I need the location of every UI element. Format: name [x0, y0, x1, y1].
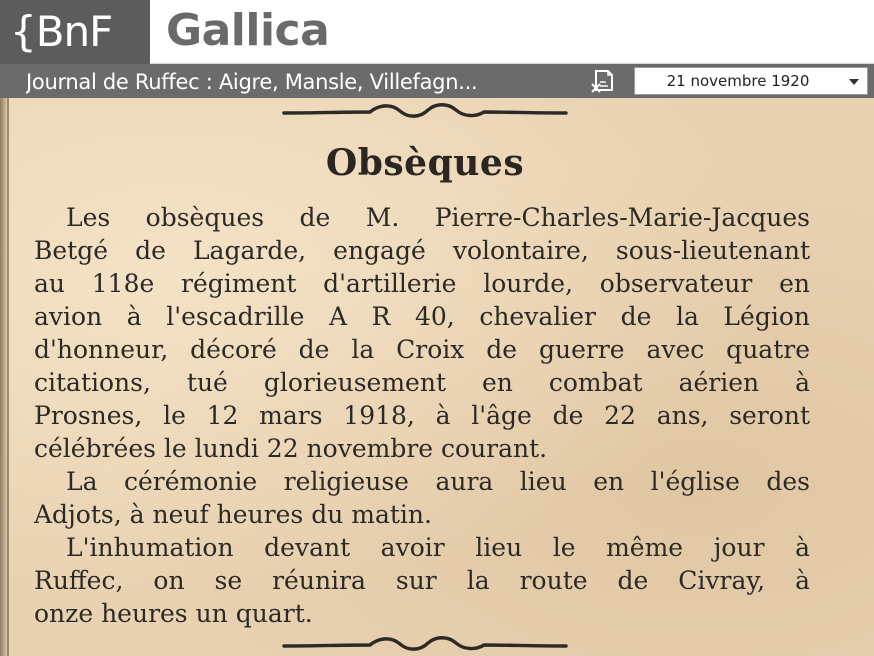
document-title[interactable]: Journal de Ruffec : Aigre, Mansle, Villefagn...	[26, 70, 478, 94]
article-line: citations, tué glorieusement en combat aérien à	[34, 368, 810, 397]
article-line: d'honneur, décoré de la Croix de guerre avec quatre	[34, 335, 810, 364]
article-line: Les obsèques de M. Pierre-Charles-Marie-Jacques	[66, 203, 810, 232]
ornament-divider-bottom	[280, 634, 570, 656]
gallica-title[interactable]: Gallica	[166, 5, 330, 56]
page-view-icon[interactable]	[588, 68, 618, 94]
article-line: Prosnes, le 12 mars 1918, à l'âge de 22 ans, seront	[34, 401, 810, 430]
article-title: Obsèques	[325, 142, 525, 184]
article-line: Betgé de Lagarde, engagé volontaire, sous-lieutenant	[34, 236, 810, 265]
ornament-divider-top	[280, 100, 570, 122]
site-header	[0, 0, 874, 64]
chevron-down-icon	[849, 79, 859, 85]
date-select-value: 21 novembre 1920	[666, 72, 810, 90]
article-line: Ruffec, on se réunira sur la route de Civray, à	[34, 566, 810, 595]
document-scan[interactable]	[0, 98, 874, 656]
article-line: avion à l'escadrille A R 40, chevalier de la Légion	[34, 302, 810, 331]
date-select[interactable]	[634, 67, 868, 95]
page-view-icon-svg	[588, 68, 618, 94]
article-line: célébrées le lundi 22 novembre courant.	[34, 434, 548, 463]
article-line: au 118e régiment d'artillerie lourde, observateur en	[34, 269, 810, 298]
bnf-logo[interactable]: {BnF	[0, 0, 150, 64]
article-line: La cérémonie religieuse aura lieu en l'église des	[66, 467, 810, 496]
article-line: L'inhumation devant avoir lieu le même jour à	[66, 533, 810, 562]
document-toolbar	[0, 64, 874, 98]
article-line: onze heures un quart.	[34, 599, 313, 628]
article-line: Adjots, à neuf heures du matin.	[34, 500, 432, 529]
